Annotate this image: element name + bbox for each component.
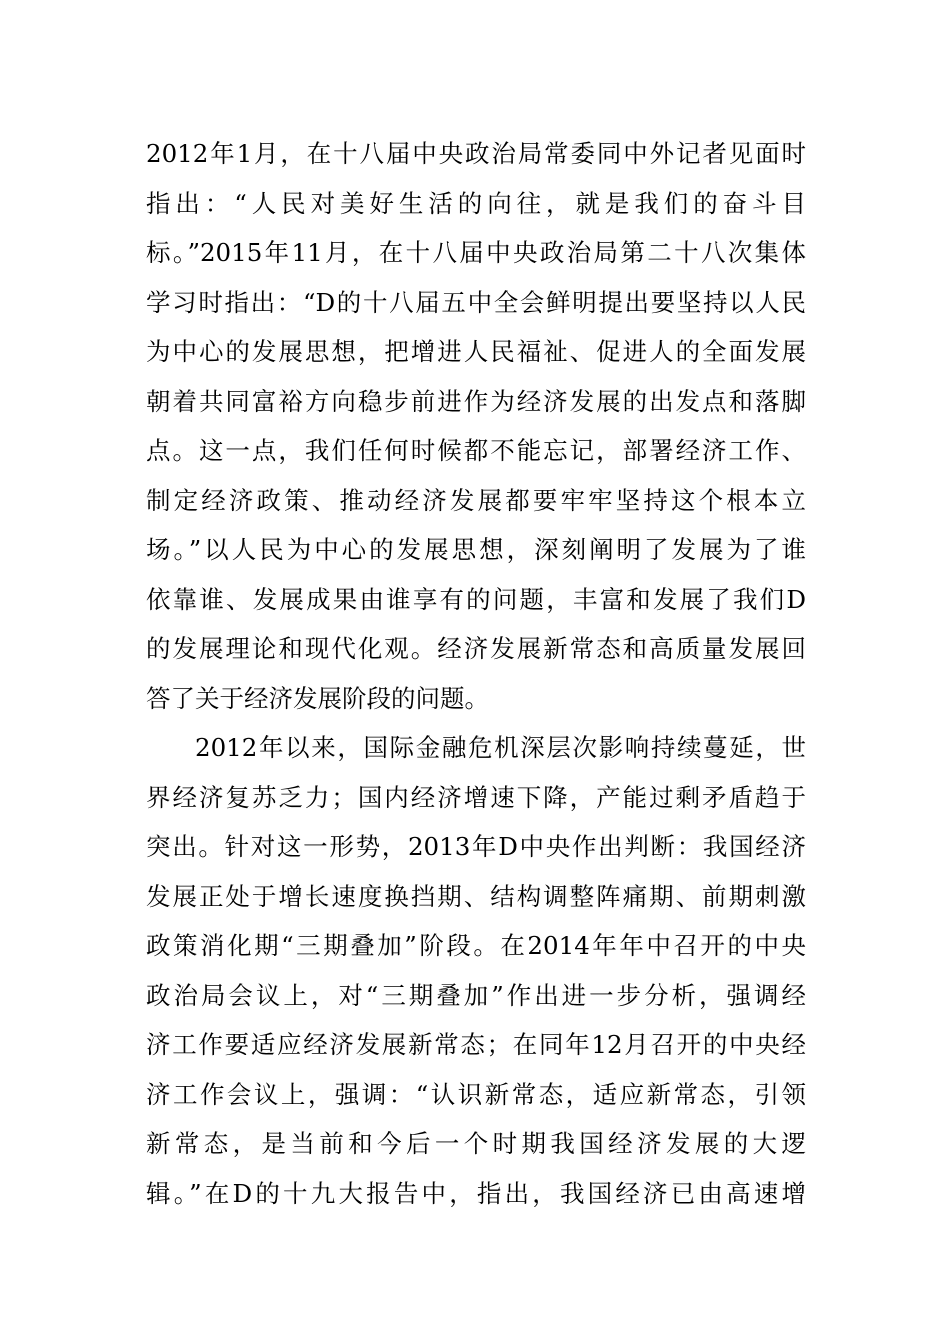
text-line: 点。这一点，我们任何时候都不能忘记，部署经济工作、 bbox=[146, 436, 806, 465]
text-line: 学习时指出：“D的十八届五中全会鲜明提出要坚持以人民 bbox=[146, 287, 806, 317]
text-line: 界经济复苏乏力；国内经济增速下降，产能过剩矛盾趋于 bbox=[146, 782, 806, 812]
text-line: 济工作要适应经济发展新常态；在同年12月召开的中央经 bbox=[146, 1030, 806, 1059]
text-line: 依靠谁、发展成果由谁享有的问题，丰富和发展了我们D bbox=[146, 584, 806, 614]
body-text bbox=[146, 129, 806, 1218]
text-line: 标。”2015年11月，在十八届中央政治局第二十八次集体 bbox=[146, 238, 806, 267]
text-line: 济工作会议上，强调：“认识新常态，适应新常态，引领 bbox=[146, 1079, 806, 1109]
text-line: 2012年以来，国际金融危机深层次影响持续蔓延，世 bbox=[195, 733, 806, 762]
text-line: 突出。针对这一形势，2013年D中央作出判断：我国经济 bbox=[146, 832, 806, 861]
text-line: 2012年1月，在十八届中央政治局常委同中外记者见面时 bbox=[146, 139, 806, 168]
text-line: 发展正处于增长速度换挡期、结构调整阵痛期、前期刺激 bbox=[146, 881, 806, 911]
text-line: 为中心的发展思想，把增进人民福祉、促进人的全面发展 bbox=[146, 337, 806, 366]
text-line: 政策消化期“三期叠加”阶段。在2014年年中召开的中央 bbox=[146, 931, 806, 960]
text-line: 的发展理论和现代化观。经济发展新常态和高质量发展回 bbox=[146, 634, 806, 663]
text-line: 新常态，是当前和今后一个时期我国经济发展的大逻 bbox=[146, 1129, 806, 1158]
paragraph-2 bbox=[146, 723, 806, 1218]
text-line: 场。”以人民为中心的发展思想，深刻阐明了发展为了谁 bbox=[146, 535, 806, 564]
text-line: 政治局会议上，对“三期叠加”作出进一步分析，强调经 bbox=[146, 980, 806, 1010]
text-line: 制定经济政策、推动经济发展都要牢牢坚持这个根本立 bbox=[146, 485, 806, 515]
paragraph-1 bbox=[146, 129, 806, 723]
text-line: 朝着共同富裕方向稳步前进作为经济发展的出发点和落脚 bbox=[146, 386, 806, 416]
text-line: 指出：“人民对美好生活的向往，就是我们的奋斗目 bbox=[146, 188, 806, 218]
text-line: 辑。”在D的十九大报告中，指出，我国经济已由高速增 bbox=[146, 1178, 806, 1208]
text-line: 答了关于经济发展阶段的问题。 bbox=[146, 683, 489, 713]
